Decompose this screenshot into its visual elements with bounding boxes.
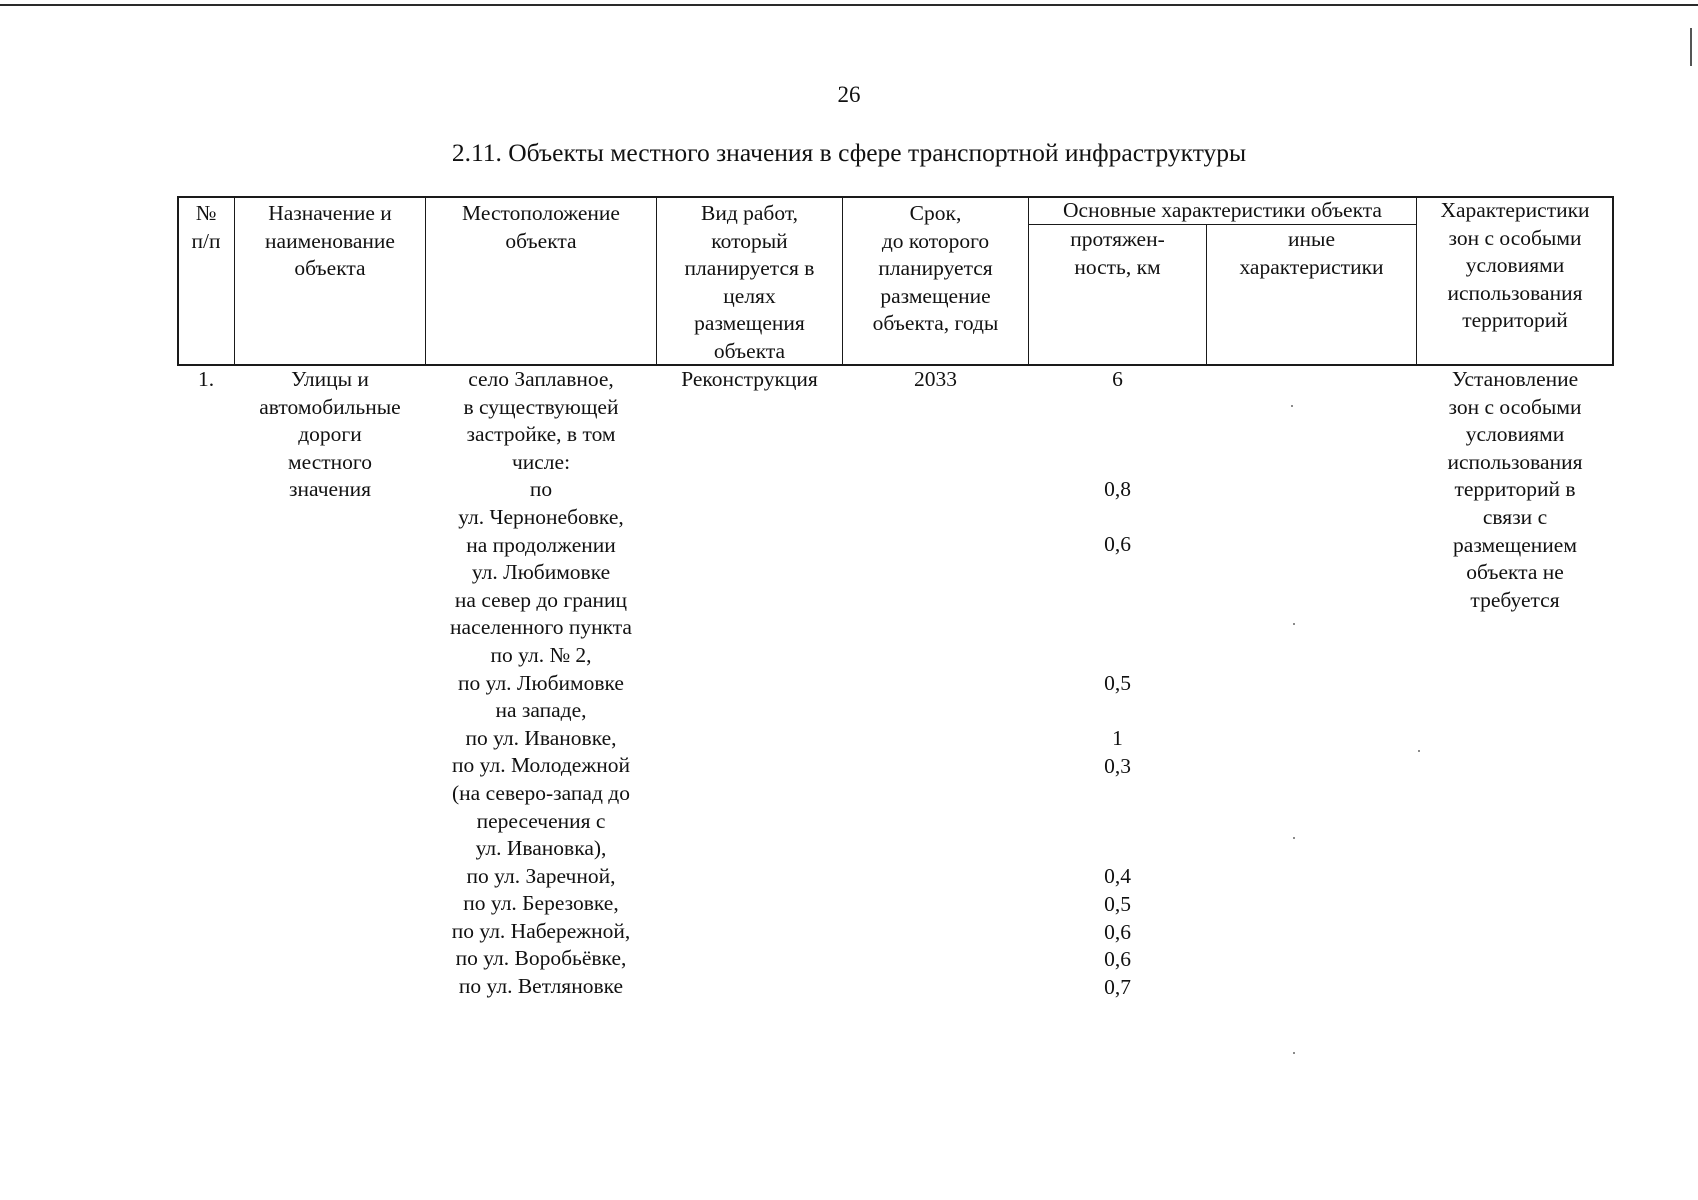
length-value: 1 xyxy=(1112,726,1123,750)
scan-speck xyxy=(1293,623,1295,625)
row-name: Улицы и автомобильные дороги местного значения xyxy=(259,367,401,502)
header-other-characteristics: иные характеристики xyxy=(1239,227,1384,279)
page-number: 26 xyxy=(837,82,861,107)
length-value: 0,5 xyxy=(1104,892,1131,916)
row-work-type: Реконструкция xyxy=(681,367,818,391)
header-deadline: Срок, до которого планируется размещение объекта, годы xyxy=(872,201,999,336)
length-value: 0,3 xyxy=(1104,754,1131,778)
scan-speck xyxy=(1293,1052,1295,1054)
section-title: 2.11. Объекты местного значения в сфере транспортной инфраструктуры xyxy=(451,138,1247,167)
scan-speck xyxy=(1291,405,1293,407)
header-num: № п/п xyxy=(191,201,221,253)
length-value: 0,7 xyxy=(1104,975,1131,999)
length-value: 0,6 xyxy=(1104,920,1131,944)
row-location: село Заплавное, в существующей застройке, в том числе: по ул. Чернонебовке, на продолжении ул. Любимовке на север до границ населенного пункта по ул. № 2, по ул. Любимовке на западе, по ул. Ивановке, по ул. Молодежной (на северо-запад до пересечения с ул. Ивановка), по ул. Заречной, по ул. Березовке, по ул. Набережной, по ул. Воробьёвке, по ул. Ветляновке xyxy=(450,367,632,999)
header-length: протяжен- ность, км xyxy=(1070,227,1165,279)
header-name: Назначение и наименование объекта xyxy=(265,201,395,281)
row-num: 1. xyxy=(197,367,215,391)
scan-top-rule xyxy=(0,4,1698,6)
scan-speck xyxy=(1418,750,1420,752)
header-location: Местоположение объекта xyxy=(462,201,620,253)
length-value: 0,6 xyxy=(1104,947,1131,971)
header-work-type: Вид работ, который планируется в целях размещения объекта xyxy=(684,201,815,363)
header-main-characteristics: Основные характеристики объекта xyxy=(1063,198,1382,222)
length-value: 0,5 xyxy=(1104,671,1131,695)
scan-speck xyxy=(1293,837,1295,839)
length-value: 0,8 xyxy=(1104,477,1131,501)
scan-edge-mark xyxy=(1690,28,1692,66)
header-zones: Характеристики зон с особыми условиями использования территорий xyxy=(1440,198,1590,333)
length-value: 0,4 xyxy=(1104,864,1131,888)
row-deadline: 2033 xyxy=(914,367,957,391)
row-zones: Установление зон с особыми условиями использования территорий в связи с размещением объекта не требуется xyxy=(1447,367,1583,612)
length-value: 0,6 xyxy=(1104,532,1131,556)
row-length-total: 6 xyxy=(1112,367,1123,391)
